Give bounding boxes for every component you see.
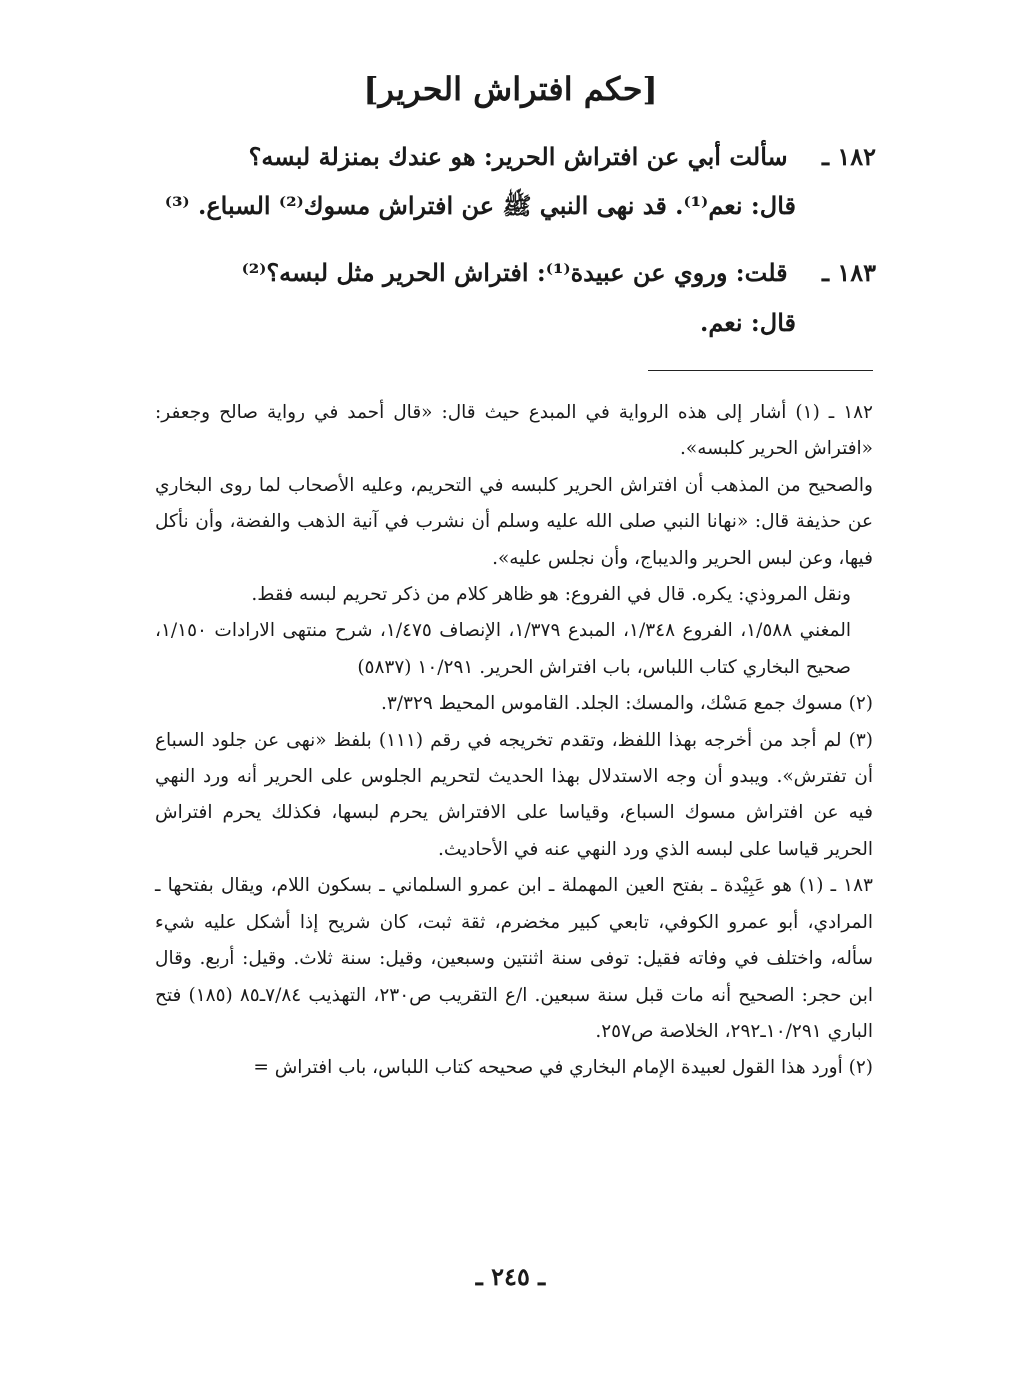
- footnote-182-1-ruling: والصحيح من المذهب أن افتراش الحرير كلبسه في التحريم، وعليه الأصحاب لما روى البخاري عن حذيفة قال: «نهانا النبي صلى الله عليه وسلم أن نشرب في آنية الذهب والفضة، وأن نأكل فيها، وعن لبس الحرير والديباج، وأن نجلس عليه».: [155, 474, 873, 569]
- issue-183-question: [160, 258, 876, 287]
- question-text: قلت: وروي عن عبيدة⁽¹⁾: افتراش الحرير مثل لبسه؟⁽²⁾: [241, 258, 788, 287]
- question-text: سألت أبي عن افتراش الحرير: هو عندك بمنزلة لبسه؟: [248, 142, 788, 171]
- issue-183-answer: قال: نعم.: [699, 308, 796, 337]
- page-number: ـ ٢٤٥ ـ: [475, 1262, 546, 1291]
- footnote-182-2: (٢) مسوك جمع مَسْك، والمسك: الجلد. القاموس المحيط ٣/٣٢٩.: [380, 693, 873, 715]
- footnote-182-1-narration: ونقل المروذي: يكره. قال في الفروع: هو ظاهر كلام من ذكر تحريم لبسه فقط.: [251, 584, 851, 606]
- footnote-divider: [648, 370, 873, 371]
- footnote-182-1-references: المغني ١/٥٨٨، الفروع ١/٣٤٨، المبدع ١/٣٧٩، الإنصاف ١/٤٧٥، شرح منتهى الارادات ١/١٥٠، صحيح البخاري كتاب اللباس، باب افتراش الحرير. ١٠/٢٩١ (٥٨٣٧): [155, 620, 851, 678]
- footnote-183-2: (٢) أورد هذا القول لعبيدة الإمام البخاري في صحيحه كتاب اللباس، باب افتراش =: [253, 1057, 873, 1079]
- issue-number: ١٨٢ ـ: [821, 142, 876, 171]
- footnote-183-1: ١٨٣ ـ (١) هو عَبِيْدة ـ بفتح العين المهملة ـ ابن عمرو السلماني ـ بسكون اللام، ويقال بفتحها ـ المرادي، أبو عمرو الكوفي، تابعي كبير مخضرم، ثقة ثبت، كان شريح إذا أشكل عليه شيء سأله، واختلف في وفاته فقيل: توفى سنة اثنتين وسبعين، وقيل: سنة ثلاث. وقيل: أربع. وقال ابن حجر: الصحيح أنه مات قبل سنة سبعين. ا/ع التقريب ص٢٣٠، التهذيب ٧/٨٤ـ٨٥ (١٨٥) فتح الباري ١٠/٢٩١ـ٢٩٢، الخلاصة ص٢٥٧.: [155, 875, 873, 1042]
- section-heading: [حكم افتراش الحرير]: [363, 70, 658, 108]
- footnotes-block: [155, 395, 873, 1087]
- footnote-182-3: (٣) لم أجد من أخرجه بهذا اللفظ، وتقدم تخريجه في رقم (١١١) بلفظ «نهى عن جلود السباع أن تفترش». ويبدو أن وجه الاستدلال بهذا الحديث لتحريم الجلوس على الحرير أنه ورد النهي فيه عن افتراش مسوك السباع، وقياسا على الافتراش يحرم لبسها، فكذلك يحرم افتراش الحرير قياسا على لبسه الذي ورد النهي عنه في الأحاديث.: [155, 729, 873, 860]
- issue-number: ١٨٣ ـ: [821, 258, 876, 287]
- issue-182-answer: قال: نعم⁽¹⁾. قد نهى النبي ﷺ عن افتراش مسوك⁽²⁾ السباع. ⁽³⁾: [164, 191, 796, 220]
- footnote-182-1-intro: ١٨٢ ـ (١) أشار إلى هذه الرواية في المبدع حيث قال: «قال أحمد في رواية صالح وجعفر: «افتراش الحرير كلبسه».: [155, 402, 873, 460]
- issue-182-question: [160, 142, 876, 171]
